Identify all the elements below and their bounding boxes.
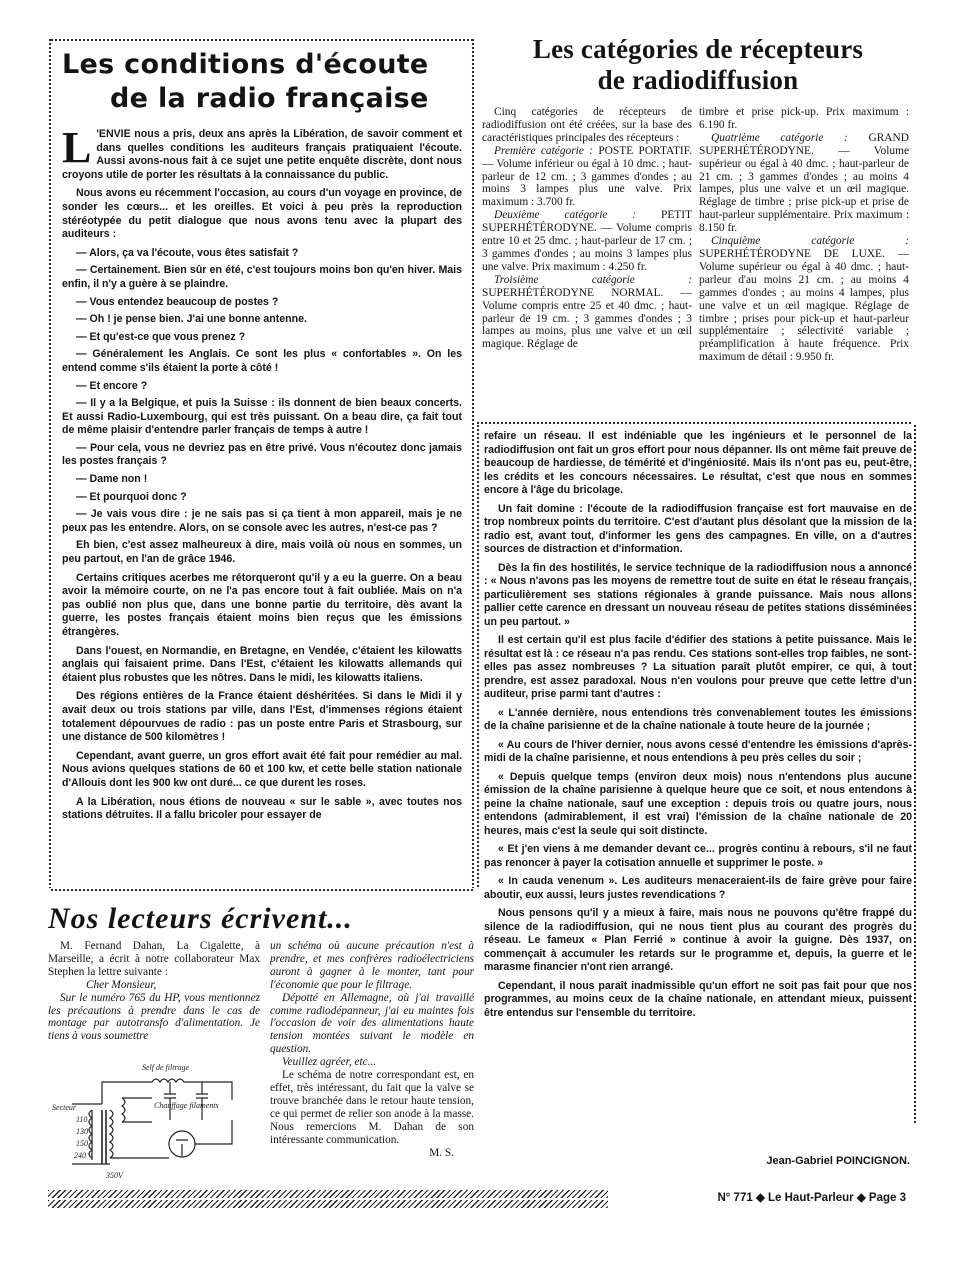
footer-separator: ◆ xyxy=(755,1192,765,1204)
article1-paragraph: « In cauda venenum ». Les auditeurs menaceraient-ils de faire grève pour faire aboutir, eux aussi, leurs justes revendications ? xyxy=(484,875,912,901)
category-4: Quatrième catégorie : GRAND SUPERHÉTÉRODYNE. — Volume supérieur ou égal à 40 dmc. ; haut-parleur de 21 cm. ; 3 gammes d'ondes ; au moins 4 lampes, plus une valve et un œil magique. Réglage de timbre ; prise pick-up et prise de haut-parleur supplémentaire. Prix maximum : 8.150 fr. xyxy=(699,131,909,235)
schema-label-mains: Secteur xyxy=(52,1103,76,1112)
article1-paragraph: Dans l'ouest, en Normandie, en Bretagne, en Vendée, c'étaient les kilowatts anglais qui faisaient prime. Dans l'Est, c'étaient les kilowatts allemands qui étaient plus robustes que les nôtres. Dans le midi, les kilowatts italiens. xyxy=(62,644,462,684)
schema-label-150: 150 xyxy=(76,1139,88,1148)
article1-dialogue: — Généralement les Anglais. Ce sont les plus « confortables ». On les entend comme s'ils étaient la porte à côté ! xyxy=(62,348,462,374)
dotted-border-top xyxy=(50,38,472,42)
article3-title: Nos lecteurs écrivent... xyxy=(48,902,353,935)
article1-paragraph: Nous avons eu récemment l'occasion, au cours d'un voyage en province, de sonder les cœurs... et les oreilles. Et voici à peu près la reproduction stéréotypée du petit dialogue que nous avons tenu avec la plupart des auditeurs : xyxy=(62,187,462,241)
letter-quote: « Et j'en viens à me demander devant ce... progrès continu à rebours, s'il ne faut pas renoncer à payer la cotisation annuelle et supprimer le poste. » xyxy=(484,843,912,869)
category-3-continued: timbre et prise pick-up. Prix maximum : 6.190 fr. xyxy=(699,106,909,131)
article1-paragraph: A la Libération, nous étions de nouveau « sur le sable », avec toutes nos stations détruites. Il a fallu bricoler pour essayer de xyxy=(62,795,462,822)
letter-quote: « Depuis quelque temps (environ deux mois) nous n'entendons plus aucune émission de la chaîne parisienne à quelque heure que ce soit, et nous entendons à peine la chaîne nationale, sauf une exception : depuis trois ou quatre jours, nous entendons (admirablement, il est vrai) l'émission de la chaîne nationale de 20 heures, mais c'est la seule qui soit distincte. xyxy=(484,770,912,837)
article1-paragraph: L 'ENVIE nous a pris, deux ans après la Libération, de savoir comment et dans quelles conditions les auditeurs français pratiquaient l'écoute. Aussi avons-nous fait à ce sujet une petite enquête discrète, dont nous croyons utile de porter les résultats à la connaissance du public. xyxy=(62,128,462,181)
article2-intro: Cinq catégories de récepteurs de radiodiffusion ont été créées, sur la base des caractéristiques principales des récepteurs : xyxy=(482,106,692,144)
article1-paragraph: Cependant, avant guerre, un gros effort avait été fait pour remédier au mal. Nous avions quelques stations de 60 et 100 kw, et cette belle station nationale d'Allouis dont les 900 kw ont duré... ce que durent les roses. xyxy=(62,749,462,789)
dotted-border-left xyxy=(48,38,52,888)
article2-title-line1: Les catégories de récepteurs xyxy=(532,34,864,64)
article1-dialogue: — Et pourquoi donc ? xyxy=(76,490,187,503)
footer-text xyxy=(711,1188,906,1208)
article3-signature: M. S. xyxy=(429,1146,454,1159)
article2-title-line2: de radiodiffusion xyxy=(597,65,799,95)
article1-dialogue: — Et encore ? xyxy=(76,379,148,392)
article1-dialogue: — Dame non ! xyxy=(76,473,148,486)
article2-column-2 xyxy=(699,106,909,436)
schema-label-heater: Chauffage filaments xyxy=(154,1101,219,1110)
article1-paragraph: Des régions entières de la France étaient déshéritées. Si dans le Midi il y avait deux ou trois stations par ville, dans l'Est, d'immenses régions étaient totalement dépourvues de radio : pas un poste entre Paris et Strasbourg, sur une distance de 500 kilomètres ! xyxy=(62,690,462,744)
footer-separator: ◆ xyxy=(856,1192,866,1204)
letter-closing: Veuillez agréer, etc... xyxy=(282,1056,377,1069)
article1-title xyxy=(62,48,462,120)
article1-continuation xyxy=(484,430,912,1150)
dotted-border-center xyxy=(471,38,475,888)
article1-title-line2: de la radio française xyxy=(110,83,429,114)
article1-dialogue: — Certainement. Bien sûr en été, c'est toujours moins bon qu'en hiver. Mais enfin, il n'y a guère à se plaindre. xyxy=(62,264,462,290)
issue-number: N° 771 xyxy=(717,1192,753,1204)
article1-signature: Jean-Gabriel POINCIGNON. xyxy=(766,1155,910,1167)
article1-dropcap: L xyxy=(62,128,92,172)
article1-paragraph: Dès la fin des hostilités, le service technique de la radiodiffusion nous a annoncé : « Nous n'avons pas les moyens de remettre tout de suite en état le réseau français, particulièrement ses stations régionales à grande puissance. Mais nous allons pallier cette carence en dressant un nouveau réseau de petites stations disséminées un peu partout. » xyxy=(484,561,912,628)
schema-label-350v: 350V xyxy=(106,1171,123,1180)
article1-paragraph: Cependant, il nous paraît inadmissible qu'un effort ne soit pas fait pour que nos programmes, au moins ceux de la chaîne nationale, en attendant mieux, puissent être entendus sur l'ensemble du territoire. xyxy=(484,979,912,1019)
editor-reply: Le schéma de notre correspondant est, en effet, très intéressant, du fait que la valve se trouve branchée dans le retour haute tension, ce qui permet de relier son anode à la masse. Nous remercions M. Dahan de son intéressante communication. xyxy=(270,1069,474,1146)
letter-quote: « L'année dernière, nous entendions très convenablement toutes les émissions de la chaîne parisienne et de la chaîne nationale à toute heure de la journée ; xyxy=(484,706,912,732)
page-number: Page 3 xyxy=(868,1192,906,1204)
article1-body xyxy=(62,128,462,890)
letter-quote: « Au cours de l'hiver dernier, nous avons cessé d'entendre les émissions d'après-midi de la chaîne parisienne, et nous entendions à peu près celles du soir ; xyxy=(484,738,912,764)
magazine-name: Le Haut-Parleur xyxy=(768,1192,854,1204)
dotted-border-center-lower xyxy=(476,424,480,888)
article1-dialogue: — Et qu'est-ce que vous prenez ? xyxy=(76,330,246,343)
power-supply-diagram xyxy=(52,1060,262,1182)
article1-title-line1: Les conditions d'écoute xyxy=(62,49,429,80)
article1-dialogue: — Alors, ça va l'écoute, vous êtes satisfait ? xyxy=(76,246,299,259)
article3-intro: M. Fernand Dahan, La Cigalette, à Marseille, a écrit à notre collaborateur Max Stephen la lettre suivante : xyxy=(48,940,260,978)
article1-paragraph: Il est certain qu'il est plus facile d'édifier des stations à petite puissance. Mais le résultat est là : ce réseau n'a pas rendu. Ces stations sont-elles trop faibles, ne sont-elles pas assez nombreuses ? La situation paraît plutôt empirer, ce qui, à tout prendre, est assez paradoxal. Nous n'en voulons pour preuve que cette lettre d'un auditeur, prise parmi tant d'autres : xyxy=(484,634,912,700)
schema-label-110: 110 xyxy=(76,1115,88,1124)
article1-dialogue: — Je vais vous dire : je ne sais pas si ça tient à mon appareil, mais je ne peux pas les entendre. Alors, on se console avec les autres, n'est-ce pas ? xyxy=(62,508,462,534)
article1-paragraph: Eh bien, c'est assez malheureux à dire, mais voilà où nous en sommes, un peu partout, en l'an de grâce 1946. xyxy=(62,539,462,566)
schema-label-240: 240 xyxy=(74,1151,86,1160)
schema-label-130: 130 xyxy=(76,1127,88,1136)
article1-dialogue: — Il y a la Belgique, et puis la Suisse : ils donnent de bien beaux concerts. Et aussi Radio-Luxembourg, qui est très puissant. On a beau dire, ça fait tout de même plaisir d'entendre parler français de temps à autre ! xyxy=(62,397,462,437)
article1-paragraph: Nous pensons qu'il y a mieux à faire, mais nous ne pouvons qu'être frappé du silence de la radiodiffusion, qui ne nous tient plus au courant des progrès du réseau. Le fameux « Plan Ferrié » continue à avoir la guigne. Dès 1937, on commençait à accumuler les retards sur le programme et, depuis, la guerre et le marasme financier n'ont rien arrangé. xyxy=(484,907,912,973)
category-3: Troisième catégorie : SUPERHÉTÉRODYNE NORMAL. — Volume compris entre 25 et 40 dmc. ; haut-parleur de 19 cm. ; 3 gammes d'ondes ; 3 lampes au moins, plus une valve et un œil magique. Réglage de xyxy=(482,273,692,351)
page-footer xyxy=(48,1186,914,1212)
category-2: Deuxième catégorie : PETIT SUPERHÉTÉRODYNE. — Volume compris entre 10 et 25 dmc. ; haut-parleur de 17 cm. ; 3 gammes d'ondes ; au moins 3 lampes plus une valve. Prix maximum : 4.250 fr. xyxy=(482,209,692,273)
article3-column-2 xyxy=(270,940,474,1176)
schema-label-choke: Self de filtrage xyxy=(142,1063,190,1072)
article1-paragraph: refaire un réseau. Il est indéniable que les ingénieurs et le personnel de la radiodiffusion ont fait un gros effort pour nous dépanner. Ils ont même fait preuve de beaucoup de hardiesse, de témérité et d'ingéniosité. Mais ils n'ont pas eu, peut-être, les crédits et les concours nécessaires. Le résultat, c'est que nous en sommes encore à l'âge du bricolage. xyxy=(484,430,912,496)
article2-column-1 xyxy=(482,106,692,436)
letter-paragraph: Dépotté en Allemagne, où j'ai travaillé comme radiodépanneur, j'ai eu maintes fois l'occasion de voir des alimentations haute tension montées suivant le modèle en question. xyxy=(270,991,474,1056)
letter-paragraph: un schéma où aucune précaution n'est à prendre, et mes confrères radioélectriciens auront à gagner à le monter, tant pour l'économie que pour le filtrage. xyxy=(270,940,474,991)
article2-title xyxy=(482,34,914,100)
article1-dialogue: — Pour cela, vous ne devriez pas en être privé. Vous n'écoutez donc jamais les postes français ? xyxy=(62,441,462,468)
article1-paragraph: Certains critiques acerbes me rétorqueront qu'il y a eu la guerre. On a beau avoir la mémoire courte, on ne l'a pas encore tout à fait oubliée. Mais on n'a pas oublié non plus que, dans une bonne partie du territoire, dès avant la guerre, les postes français étaient moins bien reçus que les émissions étrangères. xyxy=(62,571,462,638)
article1-paragraph: Un fait domine : l'écoute de la radiodiffusion française est fort mauvaise en de trop nombreux points du territoire. C'est d'autant plus désolant que la mission de la radio est, avant tout, d'informer les gens des campagnes. En ville, on a d'autres sources de distraction et d'information. xyxy=(484,502,912,555)
category-5: Cinquième catégorie : SUPERHÉTÉRODYNE DE LUXE. — Volume supérieur ou égal à 40 dmc. ; haut-parleur d'au moins 21 cm. ; au moins 4 gammes d'ondes ; au moins 4 lampes, plus une valve et un œil magique. Réglage de timbre ; prises pour pick-up et haut-parleur supplémentaire ; sélectivité variable ; préamplification à haute fréquence. Prix maximum de détail : 9.950 fr. xyxy=(699,235,909,364)
article1-dialogue: — Oh ! je pense bien. J'ai une bonne antenne. xyxy=(76,313,307,326)
footer-ornament xyxy=(48,1190,608,1198)
footer-ornament xyxy=(48,1200,608,1208)
category-1: Première catégorie : POSTE PORTATIF. — Volume inférieur ou égal à 10 dmc. ; haut-parleur de 12 cm. ; 3 gammes d'ondes ; au moins 3 lampes plus une valve. Prix maximum : 3.700 fr. xyxy=(482,144,692,209)
letter-salutation: Cher Monsieur, xyxy=(86,978,157,991)
article3-column-1 xyxy=(48,940,260,1060)
article1-dialogue: — Vous entendez beaucoup de postes ? xyxy=(76,295,279,308)
circuit-schematic xyxy=(52,1060,262,1182)
dotted-border-right-lower xyxy=(913,424,917,1124)
letter-paragraph: Sur le numéro 765 du HP, vous mentionnez les précautions à prendre dans le cas de montage par autotransfo d'alimentation. Je tiens à vous soumettre xyxy=(48,991,260,1043)
